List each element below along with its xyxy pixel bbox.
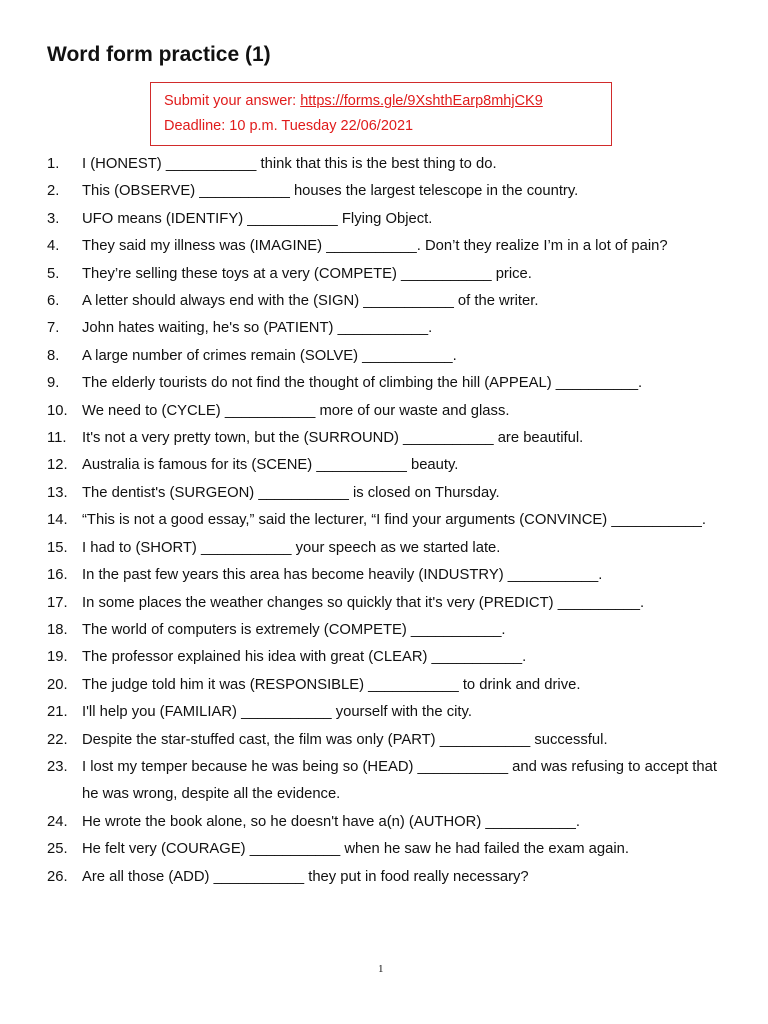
question-number: 15. bbox=[47, 539, 68, 556]
question-text: The dentist's (SURGEON) ___________ is closed on Thursday. bbox=[82, 484, 500, 501]
question-item bbox=[47, 699, 737, 726]
question-text: “This is not a good essay,” said the lecturer, “I find your arguments (CONVINCE) ___________. bbox=[82, 512, 706, 529]
page-number: 1 bbox=[378, 963, 384, 975]
question-item bbox=[47, 864, 737, 891]
question-text: A letter should always end with the (SIGN) ___________ of the writer. bbox=[82, 293, 539, 310]
question-number: 3. bbox=[47, 210, 60, 227]
question-text: A large number of crimes remain (SOLVE) ___________. bbox=[82, 347, 457, 364]
question-text: The elderly tourists do not find the thought of climbing the hill (APPEAL) __________. bbox=[82, 375, 643, 392]
question-item bbox=[47, 261, 737, 288]
question-text: The world of computers is extremely (COMPETE) ___________. bbox=[82, 621, 506, 638]
question-number: 8. bbox=[47, 347, 60, 364]
question-item bbox=[47, 727, 737, 754]
question-number: 22. bbox=[47, 731, 68, 748]
question-item bbox=[47, 535, 737, 562]
question-item bbox=[47, 370, 737, 397]
question-item bbox=[47, 590, 737, 617]
submit-form-link[interactable]: https://forms.gle/9XshthEarp8mhjCK9 bbox=[300, 93, 543, 109]
submit-line bbox=[164, 89, 611, 114]
question-item bbox=[47, 809, 737, 836]
question-text: In the past few years this area has become heavily (INDUSTRY) ___________. bbox=[82, 567, 603, 584]
question-item bbox=[47, 343, 737, 370]
question-text: They’re selling these toys at a very (COMPETE) ___________ price. bbox=[82, 265, 532, 282]
question-item bbox=[47, 288, 737, 315]
page-title: Word form practice (1) bbox=[47, 43, 271, 66]
question-number: 20. bbox=[47, 676, 68, 693]
question-text: He wrote the book alone, so he doesn't have a(n) (AUTHOR) ___________. bbox=[82, 813, 580, 830]
question-text: He felt very (COURAGE) ___________ when he saw he had failed the exam again. bbox=[82, 841, 629, 858]
question-text: Despite the star-stuffed cast, the film was only (PART) ___________ successful. bbox=[82, 731, 608, 748]
question-text: Australia is famous for its (SCENE) ___________ beauty. bbox=[82, 457, 459, 474]
question-item bbox=[47, 425, 737, 452]
question-number: 18. bbox=[47, 621, 68, 638]
question-item bbox=[47, 452, 737, 479]
question-number: 11. bbox=[47, 430, 67, 447]
question-number: 9. bbox=[47, 375, 60, 392]
question-item bbox=[47, 398, 737, 425]
question-item bbox=[47, 617, 737, 644]
question-item bbox=[47, 315, 737, 342]
question-text: UFO means (IDENTIFY) ___________ Flying Object. bbox=[82, 210, 433, 227]
question-text: It's not a very pretty town, but the (SURROUND) ___________ are beautiful. bbox=[82, 430, 584, 447]
question-item bbox=[47, 206, 737, 233]
question-number: 21. bbox=[47, 704, 68, 721]
question-number: 7. bbox=[47, 320, 60, 337]
question-list bbox=[47, 151, 737, 891]
question-text: In some places the weather changes so quickly that it's very (PREDICT) __________. bbox=[82, 594, 645, 611]
question-number: 4. bbox=[47, 238, 60, 255]
question-text: I (HONEST) ___________ think that this is the best thing to do. bbox=[82, 156, 497, 172]
question-number: 16. bbox=[47, 567, 68, 584]
question-number: 13. bbox=[47, 484, 68, 501]
question-number: 26. bbox=[47, 868, 68, 885]
question-number: 6. bbox=[47, 293, 60, 310]
question-text: I'll help you (FAMILIAR) ___________ yourself with the city. bbox=[82, 704, 472, 721]
question-text: The professor explained his idea with great (CLEAR) ___________. bbox=[82, 649, 527, 666]
question-text: I had to (SHORT) ___________ your speech as we started late. bbox=[82, 539, 501, 556]
question-number: 10. bbox=[47, 402, 68, 419]
question-text: I lost my temper because he was being so (HEAD) ___________ and was refusing to accept that he was wrong, despite all the evidence. bbox=[82, 758, 717, 803]
submission-notice-box bbox=[150, 82, 612, 146]
question-number: 1. bbox=[47, 156, 60, 172]
question-number: 12. bbox=[47, 457, 68, 474]
submit-label: Submit your answer: bbox=[164, 93, 301, 109]
deadline-text: Deadline: 10 p.m. Tuesday 22/06/2021 bbox=[164, 118, 414, 134]
question-item bbox=[47, 178, 737, 205]
question-text: John hates waiting, he's so (PATIENT) ___________. bbox=[82, 320, 433, 337]
question-text: We need to (CYCLE) ___________ more of our waste and glass. bbox=[82, 402, 510, 419]
question-text: This (OBSERVE) ___________ houses the largest telescope in the country. bbox=[82, 183, 579, 200]
question-text: The judge told him it was (RESPONSIBLE) ___________ to drink and drive. bbox=[82, 676, 581, 693]
question-item bbox=[47, 754, 737, 809]
question-text: They said my illness was (IMAGINE) ___________. Don’t they realize I’m in a lot of pain? bbox=[82, 238, 668, 255]
question-item bbox=[47, 836, 737, 863]
question-item bbox=[47, 507, 737, 534]
question-number: 19. bbox=[47, 649, 68, 666]
question-number: 14. bbox=[47, 512, 68, 529]
question-item bbox=[47, 151, 737, 178]
question-number: 2. bbox=[47, 183, 60, 200]
question-item bbox=[47, 480, 737, 507]
question-item bbox=[47, 562, 737, 589]
question-number: 17. bbox=[47, 594, 68, 611]
question-item bbox=[47, 672, 737, 699]
question-number: 25. bbox=[47, 841, 68, 858]
question-text: Are all those (ADD) ___________ they put in food really necessary? bbox=[82, 868, 529, 885]
question-number: 23. bbox=[47, 758, 68, 775]
question-number: 24. bbox=[47, 813, 68, 830]
question-item bbox=[47, 644, 737, 671]
question-number: 5. bbox=[47, 265, 60, 282]
question-item bbox=[47, 233, 737, 260]
